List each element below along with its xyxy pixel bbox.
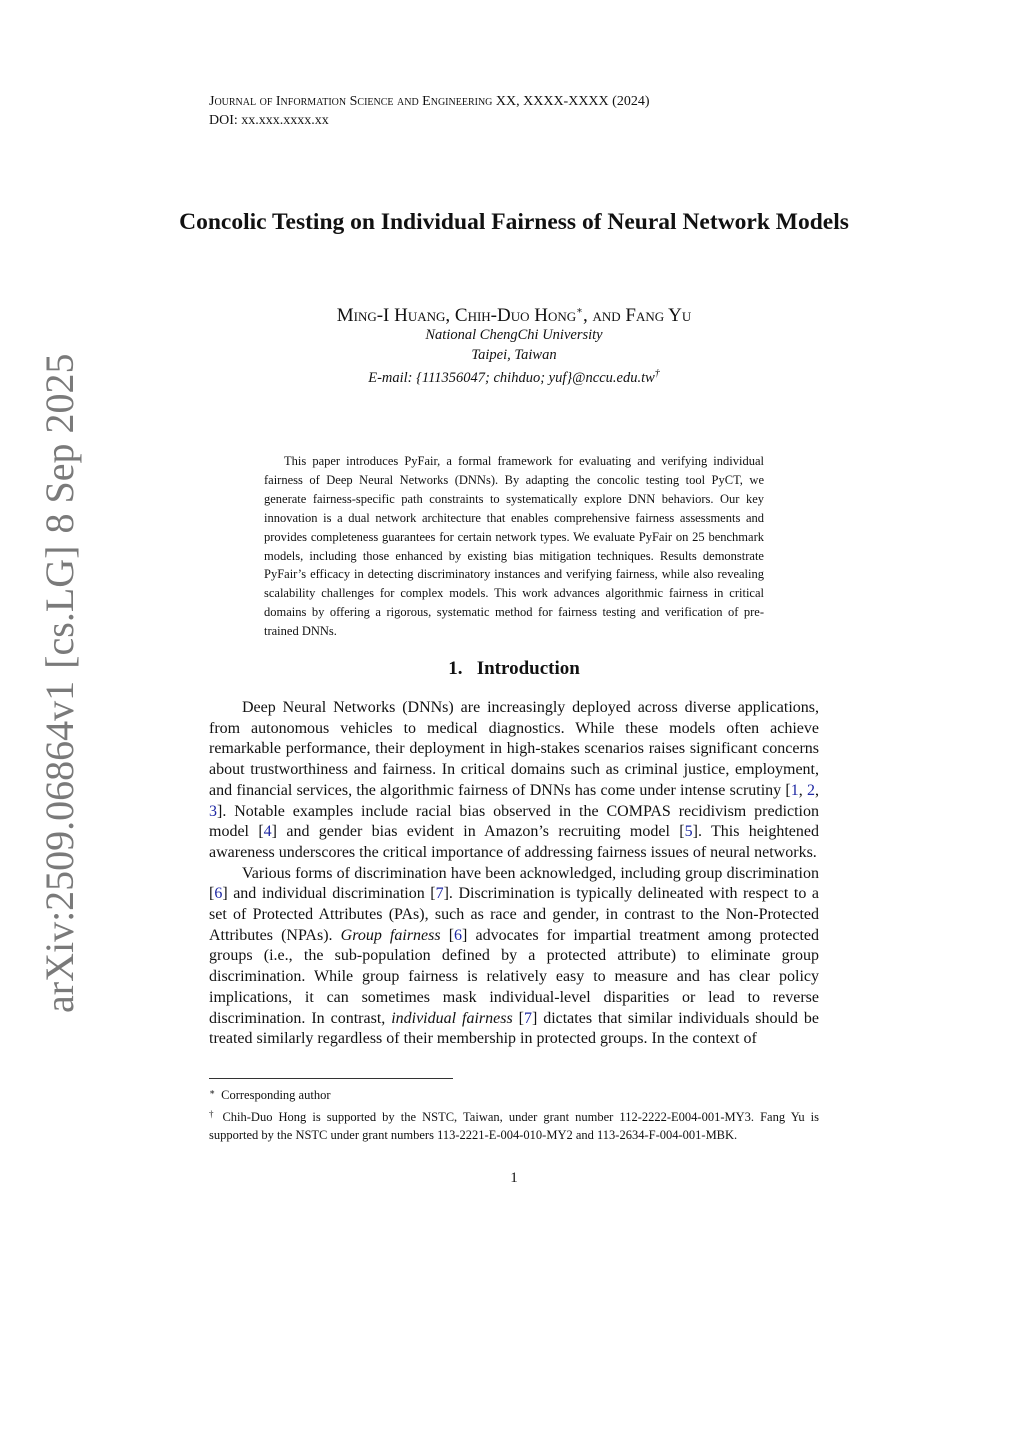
text-run: ]. Discrimination is typically delineated with respect to a set of Protected Attributes (PAs), such as race and gender, in contrast to the Non-Protected Attributes (NPAs). (209, 885, 819, 944)
text-run: ]. Notable examples include racial bias observed in the COMPAS recidivism prediction model [ (209, 802, 819, 841)
abstract: This paper introduces PyFair, a formal framework for evaluating and verifying individual fairness of Deep Neural Networks (DNNs). By adapting the concolic testing tool PyCT, we generate fairness-specific path constraints to systematically explore DNN behaviors. Our key innovation is a dual network architecture that enables comprehensive fairness assessments and provides completeness guarantees for certain network types. We evaluate PyFair on 25 benchmark models, including those enhanced by existing bias mitigation techniques. Results demonstrate PyFair’s efficacy in detecting discriminatory instances and verifying fairness, while also revealing scalability challenges for complex models. This work advances algorithmic fairness in critical domains by offering a rigorous, systematic method for fairness testing and verification of pre-trained DNNs. (264, 454, 764, 639)
email-text: E-mail: {111356047; chihduo; yuf}@nccu.edu.tw (368, 370, 655, 386)
journal-volume: XX, XXXX-XXXX (2024) (495, 94, 650, 109)
text-run: ] and individual discrimination [ (222, 885, 436, 903)
citation-link[interactable]: 2 (807, 781, 816, 799)
paragraph (209, 698, 819, 864)
section-number: 1. (448, 658, 463, 679)
affiliation-email (209, 369, 819, 388)
footnote-text: Chih-Duo Hong is supported by the NSTC, Taiwan, under grant number 112-2222-E004-001-MY3. Fang Yu is supported by the NSTC under grant numbers 113-2221-E-004-010-MY2 and 113-2634-F-004-001-MBK. (209, 1109, 819, 1142)
arxiv-category: [cs.LG] (37, 545, 82, 669)
section-heading-introduction (209, 657, 819, 681)
introduction-body (209, 698, 819, 1050)
citation-link[interactable]: 5 (684, 823, 693, 841)
author-list (209, 304, 819, 328)
text-run: [ (512, 1009, 524, 1027)
section-title: Introduction (476, 658, 580, 679)
journal-line (209, 92, 649, 111)
footnote (209, 1105, 819, 1145)
footnote-mark: ∗ (209, 1087, 216, 1097)
author-name: Fang Yu (625, 305, 692, 326)
citation-link[interactable]: 6 (454, 926, 463, 944)
text-run: ] advocates for impartial treatment among protected groups (i.e., the sub-population defined by a protected attribute) to eliminate group discrimination. While group fairness is relatively easy to measure and has clear policy implications, it can sometimes mask individual-level disparities or lead to reverse discrimination. In contrast, (209, 926, 819, 1027)
running-head (209, 92, 649, 130)
footnotes (209, 1083, 819, 1145)
footnote-rule (209, 1078, 453, 1079)
citation-link[interactable]: 7 (523, 1009, 532, 1027)
text-run: Various forms of discrimination have been acknowledged, including group discrimination [ (209, 864, 819, 903)
paragraph (209, 864, 819, 1050)
page-number: 1 (510, 1170, 518, 1186)
emphasis-term: Group fairness (340, 926, 441, 944)
corresponding-mark: ∗ (576, 305, 583, 317)
citation-link[interactable]: 6 (214, 885, 223, 903)
text-run: ] and gender bias evident in Amazon’s recruiting model [ (271, 823, 685, 841)
text-run: ] dictates that similar individuals should be treated similarly regardless of their membership in protected groups. In the context of (209, 1009, 820, 1048)
affiliation-location: Taipei, Taiwan (471, 347, 557, 363)
footnote (209, 1083, 819, 1105)
text-run: [ (440, 926, 455, 944)
text-run: , (815, 781, 820, 799)
text-run: ]. This heightened awareness underscores the critical importance of addressing fairness issues of neural networks. (209, 823, 819, 861)
citation-link[interactable]: 4 (263, 823, 272, 841)
arxiv-id: arXiv:2509.06864v1 (37, 680, 82, 1013)
author-name: Ming-I Huang, (336, 305, 451, 326)
author-name: Chih-Duo Hong (454, 305, 577, 326)
email-footnote-mark: † (654, 368, 660, 380)
citation-link[interactable]: 1 (790, 781, 799, 799)
citation-link[interactable]: 7 (435, 885, 444, 903)
citation-link[interactable]: 3 (209, 802, 217, 820)
arxiv-stamp (37, 353, 82, 1013)
footnote-mark: † (209, 1108, 217, 1119)
text-run: , (798, 781, 808, 799)
journal-name: Journal of Information Science and Engineering (209, 94, 493, 109)
footnote-text: Corresponding author (221, 1088, 331, 1102)
paper-title: Concolic Testing on Individual Fairness of Neural Network Models (179, 209, 849, 235)
text-run: Deep Neural Networks (DNNs) are increasingly deployed across diverse applications, from autonomous vehicles to medical diagnostics. While these models often achieve remarkable performance, their deployment in high-stakes scenarios raises significant concerns about trustworthiness and fairness. In critical domains such as criminal justice, employment, and financial services, the algorithmic fairness of DNNs has come under intense scrutiny [ (209, 699, 819, 799)
arxiv-date: 8 Sep 2025 (37, 353, 82, 534)
doi-line: DOI: xx.xxx.xxxx.xx (209, 113, 329, 128)
emphasis-term: individual fairness (391, 1009, 513, 1027)
affiliation-university: National ChengChi University (425, 327, 603, 343)
author-conjunction: , and (582, 305, 621, 326)
